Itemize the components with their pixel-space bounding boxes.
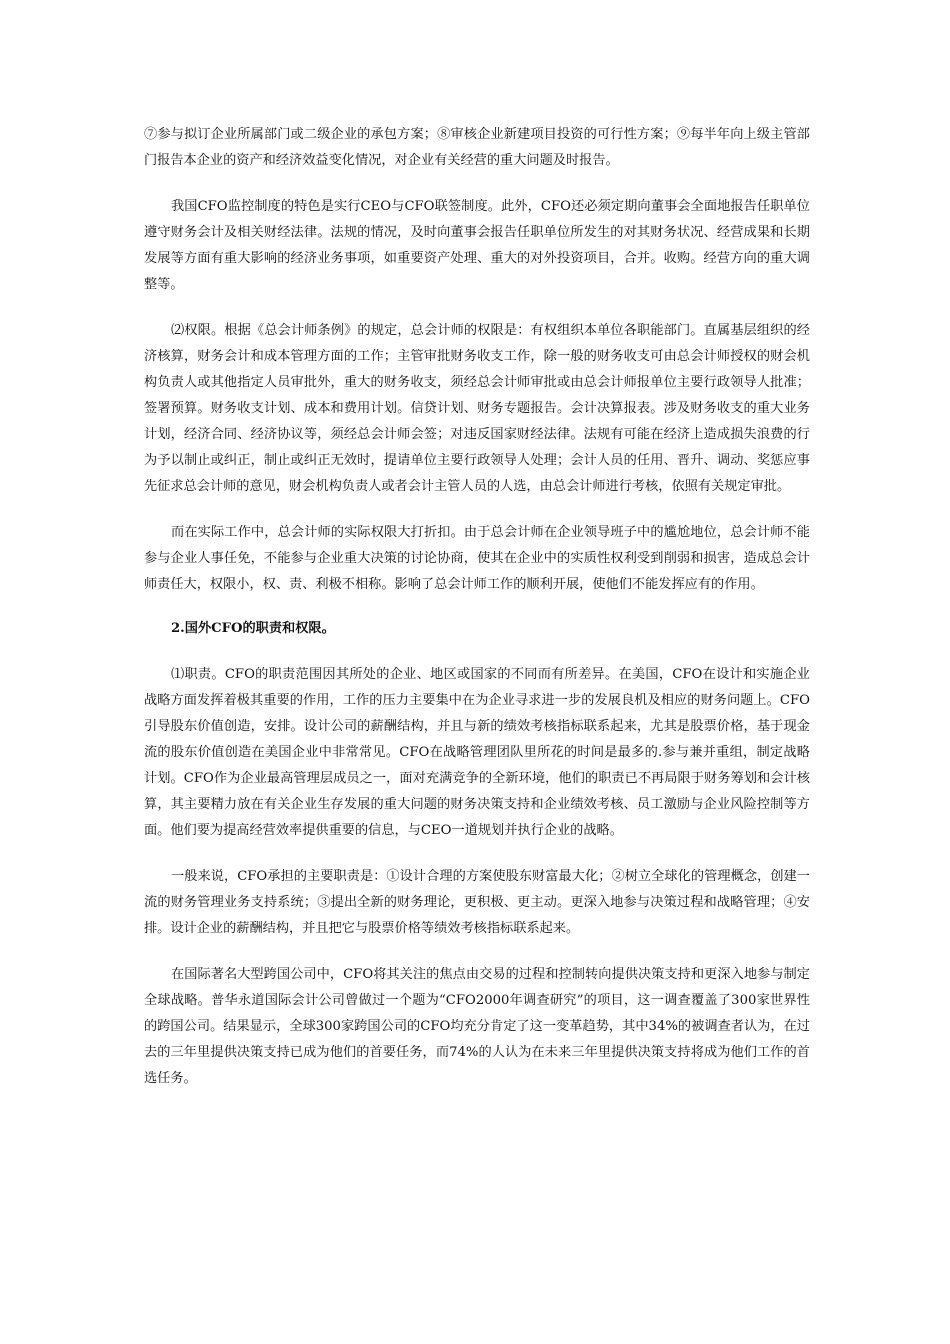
section-heading-foreign-cfo: 2.国外CFO的职责和权限。 — [171, 621, 335, 636]
paragraph-foreign-duties: ⑴职责。CFO的职责范围因其所处的企业、地区或国家的不同而有所差异。在美国，CFO在设计和实施企业战略方面发挥着极其重要的作用，工作的压力主要集中在为企业寻求进一步的发展良机及相应的财务问题上。CFO引导股东价值创造，安排。设计公司的薪酬结构，并且与新的绩效考核指标联系起来，尤其是股票价格，基于现金流的股东价值创造在美国企业中非常常见。CFO在战略管理团队里所花的时间是最多的.参与兼并重组，制定战略计划。CFO作为企业最高管理层成员之一，面对充满竞争的全新环境，他们的职责已不再局限于财务筹划和会计核算，其主要精力放在有关企业生存发展的重大问题的财务决策支持和企业绩效考核、员工激励与企业风险控制等方面。他们要为提高经营效率提供重要的信息，与CEO一道规划并执行企业的战略。 — [144, 667, 810, 838]
document-body — [144, 122, 810, 1092]
paragraph-actual-authority: 而在实际工作中，总会计师的实际权限大打折扣。由于总会计师在企业领导班子中的尴尬地位，总会计师不能参与企业人事任免，不能参与企业重大决策的讨论协商，使其在企业中的实质性权利受到削弱和损害，造成总会计师责任大，权限小，权、责、利极不相称。影响了总会计师工作的顺利开展，使他们不能发挥应有的作用。 — [144, 525, 810, 592]
paragraph-multinational-survey: 在国际著名大型跨国公司中，CFO将其关注的焦点由交易的过程和控制转向提供决策支持和更深入地参与制定全球战略。普华永道国际会计公司曾做过一个题为“CFO2000年调查研究”的项目，这一调查覆盖了300家世界性的跨国公司。结果显示，全球300家跨国公司的CFO均充分肯定了这一变革趋势，其中34%的被调查者认为，在过去的三年里提供决策支持已成为他们的首要任务，而74%的人认为在未来三年里提供决策支持将成为他们工作的首选任务。 — [144, 967, 810, 1086]
paragraph-main-responsibilities: 一般来说，CFO承担的主要职责是：①设计合理的方案使股东财富最大化；②树立全球化的管理概念，创建一流的财务管理业务支持系统；③提出全新的财务理论，更积极、更主动。更深入地参与决策过程和战略管理；④安排。设计企业的薪酬结构，并且把它与股票价格等绩效考核指标联系起来。 — [144, 869, 810, 936]
paragraph-domestic-authority: ⑵权限。根据《总会计师条例》的规定，总会计师的权限是：有权组织本单位各职能部门。直属基层组织的经济核算，财务会计和成本管理方面的工作；主管审批财务收支工作，除一般的财务收支可由总会计师授权的财会机构负责人或其他指定人员审批外，重大的财务收支，须经总会计师审批或由总会计师报单位主要行政领导人批准；签署预算。财务收支计划、成本和费用计划。信贷计划、财务专题报告。会计决算报表。涉及财务收支的重大业务计划，经济合同、经济协议等，须经总会计师会签；对违反国家财经法律。法规有可能在经济上造成损失浪费的行为予以制止或纠正，制止或纠正无效时，提请单位主要行政领导人处理；会计人员的任用、晋升、调动、奖惩应事先征求总会计师的意见，财会机构负责人或者会计主管人员的人选，由总会计师进行考核，依照有关规定审批。 — [144, 323, 810, 494]
paragraph-cfo-supervision-system: 我国CFO监控制度的特色是实行CEO与CFO联签制度。此外，CFO还必须定期向董事会全面地报告任职单位遵守财务会计及相关财经法律。法规的情况，及时向董事会报告任职单位所发生的对其财务状况、经营成果和长期发展等方面有重大影响的经济业务事项，如重要资产处理、重大的对外投资项目，合并。收购。经营方向的重大调整等。 — [144, 199, 810, 292]
paragraph-duties-list-continued: ⑦参与拟订企业所属部门或二级企业的承包方案；⑧审核企业新建项目投资的可行性方案；⑨每半年向上级主管部门报告本企业的资产和经济效益变化情况，对企业有关经营的重大问题及时报告。 — [144, 127, 810, 168]
